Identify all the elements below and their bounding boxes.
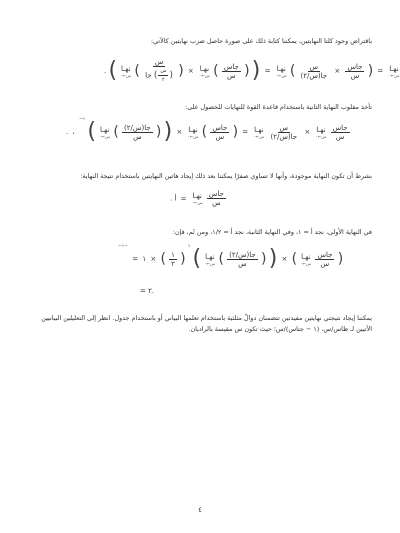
paragraph-evaluation: في النهاية الأولى، نجد أ = ١، وفي النهاية الثانية، نجد أ = ١/٢، ومن ثَم، فإن: — [172, 228, 372, 236]
equation-reciprocal-form: . ، $^{-١}$ ( نهـا س←٠ ( $\frac{\text{جا(س/٢)}}{\text{س}}$ ) ) × نهـا س←٠ ( $\frac{\text{جاس}}{\text{س}}$ ) = نهـا س←٠ $\frac{\text{س}}{\text{جا(س/٢)}}$ × نهـا س←٠ $\frac{\text{جاس}}{\text{س}}$ — [66, 117, 348, 144]
paragraph-trig-limits: يمكننا إيجاد نتيجتي نهايتين مفيدتين تتضمنان دوالّ مثلثية باستخدام تعلمها البياني أو باستخدام جدول. انظر إلى التعليلين البيانيين الآتيين لـ ظاس/س، (١ − جتاس)/س؛ حيث تكون س مقيسة بالراديان. — [41, 314, 372, 333]
equation-result: = ٢. — [140, 287, 155, 295]
equation-product-form: . ( نهـا س←٠ ( س جا ( $\frac{\text{س}}{٢}$ ) ) × نهـا س←٠ ( $\frac{\text{جاس}}{\text{س}}$ ) ) = نهـا س←٠ ( $\frac{\text{س}}{\text{جا(س/٢)}}$ × $\frac{\text{جاس}}{\text{س}}$ ) = نهـا س←٠ — [104, 58, 400, 83]
equation-final-evaluation: $^{-١}$ ( $\frac{١}{٢}$ ) × ١ = $^{-١}$ ( نهـا س←٠ ( $\frac{\text{جا(س/٢)}}{\text{س}}$ ) ) × ( نهـا س←٠ $\frac{\text{جاس}}{\text{س}}$ ) — [118, 244, 344, 271]
paragraph-condition: بشرط أن تكون النهاية موجودة، وأنها لا تساوي صفرًا يمكننا بعد ذلك إيجاد هاتين النهايتين باستخدام نتيجة النهاية: — [80, 172, 372, 180]
paragraph-product-of-limits: باقتراض وجود كلتا النهايتين، يمكننا كتابة ذلك على صورة حاصل ضرب نهايتين كالآتي: — [150, 37, 372, 45]
math-dot: . — [104, 67, 107, 75]
equation-standard-limit: . أ = نهـا س←٠ $\frac{\text{جاس}}{\text{س}}$ — [170, 190, 224, 207]
paragraph-reciprocal: تأخذ مقلوب النهاية الثانية باستخدام قاعدة القوة للنهايات للحصول على: — [185, 103, 372, 111]
page-number: ٤ — [198, 506, 202, 514]
math-dot: . — [170, 194, 173, 203]
math-dot: . — [66, 128, 69, 136]
